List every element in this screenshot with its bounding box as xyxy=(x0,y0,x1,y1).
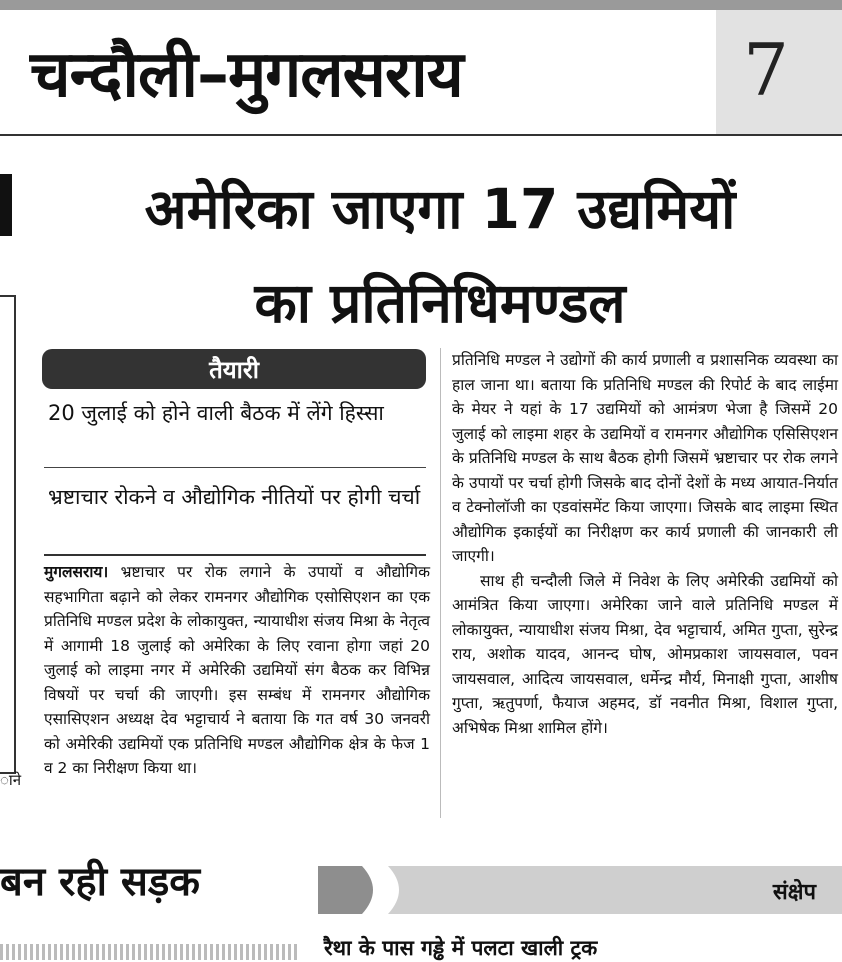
column-2-paragraph-1: प्रतिनिधि मण्डल ने उद्योगों की कार्य प्रणाली व प्रशासनिक व्यवस्था का हाल जाना था। बताया कि प्रतिनिधि मण्डल की रिपोर्ट के बाद लाईमा के मेयर ने यहां के 17 उद्यमियों को आमंत्रण भेजा है जिसमें 20 जुलाई को लाइमा शहर के उद्यमियों व रामनगर औद्योगिक एसिसिएशन के प्रतिनिधि मण्डल के साथ बैठक होगी जिसमें भ्रष्टाचार पर रोक लगने के उपायों पर चर्चा होगी जिसके बाद दोनों देशों के मध्य आयात-निर्यात व टेक्नोलॉजी का एडवांसमेंट किया जाएगा। जिसके बाद लाइमा स्थित औद्योगिक इकाईयों का निरीक्षण कर कार्य प्रणाली की जानकारी ली जाएगी। xyxy=(452,351,838,565)
page-number: 7 xyxy=(743,28,789,112)
dateline: मुगलसराय। xyxy=(44,563,109,581)
section-band-label: संक्षेप xyxy=(772,880,816,905)
subhead-divider-2 xyxy=(44,554,426,556)
adjacent-headline-fragment xyxy=(0,170,14,240)
column-1-text: भ्रष्टाचार पर रोक लगाने के उपायों व औद्योगिक सहभागिता बढ़ाने को लेकर रामनगर औद्योगिक एसोसिएशन का एक प्रतिनिधि मण्डल प्रदेश के लोकायुक्त, न्यायाधीश संजय मिश्रा के नेतृत्व में आगामी 18 जुलाई को अमेरिका के लिए रवाना होगा जहां 20 जुलाई को लाइमा नगर में अमेरिकी उद्यमियों संग बैठक कर विभिन्न विषयों पर चर्चा की जाएगी। इस सम्बंध में रामनगर औद्योगिक एसासिएशन अध्यक्ष देव भट्टाचार्य ने बताया कि गत वर्ष 30 जनवरी को अमेरिकी उद्यमियों एक प्रतिनिधि मण्डल औद्योगिक क्षेत्र के फेज 1 व 2 का निरीक्षण किया था। xyxy=(44,563,430,777)
story-tag xyxy=(42,349,426,389)
main-headline xyxy=(40,162,840,350)
subhead-divider xyxy=(44,467,426,468)
page-number-box xyxy=(716,10,842,134)
halftone-strip xyxy=(0,944,300,960)
story-tag-label: तैयारी xyxy=(209,356,259,384)
masthead xyxy=(0,10,716,134)
headline-line-1: अमेरिका जाएगा 17 उद्यमियों xyxy=(144,177,736,241)
adjacent-story-fragment: ाने xyxy=(0,771,22,789)
column-divider xyxy=(440,348,441,818)
column-2-paragraph-2: साथ ही चन्दौली जिले में निवेश के लिए अमेरिकी उद्यमियों को आमंत्रित किया जाएगा। अमेरिका जाने वाले प्रतिनिधि मण्डल में लोकायुक्त, न्यायाधीश संजय मिश्रा, देव भट्टाचार्य, अमित गुप्ता, सुरेन्द्र राय, अशोक यादव, आनन्द घोष, ओमप्रकाश जायसवाल, पवन जायसवाल, आदित्य जायसवाल, धर्मेन्द्र मौर्य, मिनाक्षी गुप्ता, आशीष गुप्ता, ऋतुपर्णा, फैयाज अहमद, डॉ नवनीत मिश्रा, विशाल गुप्ता, अभिषेक मिश्रा शामिल होंगे। xyxy=(452,571,838,737)
bottom-story-headline: बन रही सड़क xyxy=(0,859,201,905)
subheadline-1: 20 जुलाई को होने वाली बैठक में लेंगे हिस्सा xyxy=(48,401,384,425)
section-title: चन्दौली–मुगलसराय xyxy=(30,38,463,112)
subheadline-2: भ्रष्टाचार रोकने व औद्योगिक नीतियों पर होगी चर्चा xyxy=(48,485,421,509)
story-column-1 xyxy=(44,560,430,781)
brief-headline: रैथा के पास गड्ढे में पलटा खाली ट्रक xyxy=(324,936,598,960)
band-accent-shape xyxy=(318,866,428,914)
top-border xyxy=(0,0,842,10)
adjacent-story-box xyxy=(0,295,16,774)
masthead-rule xyxy=(0,134,842,136)
story-column-2 xyxy=(452,348,838,740)
headline-line-2: का प्रतिनिधिमण्डल xyxy=(254,271,626,335)
